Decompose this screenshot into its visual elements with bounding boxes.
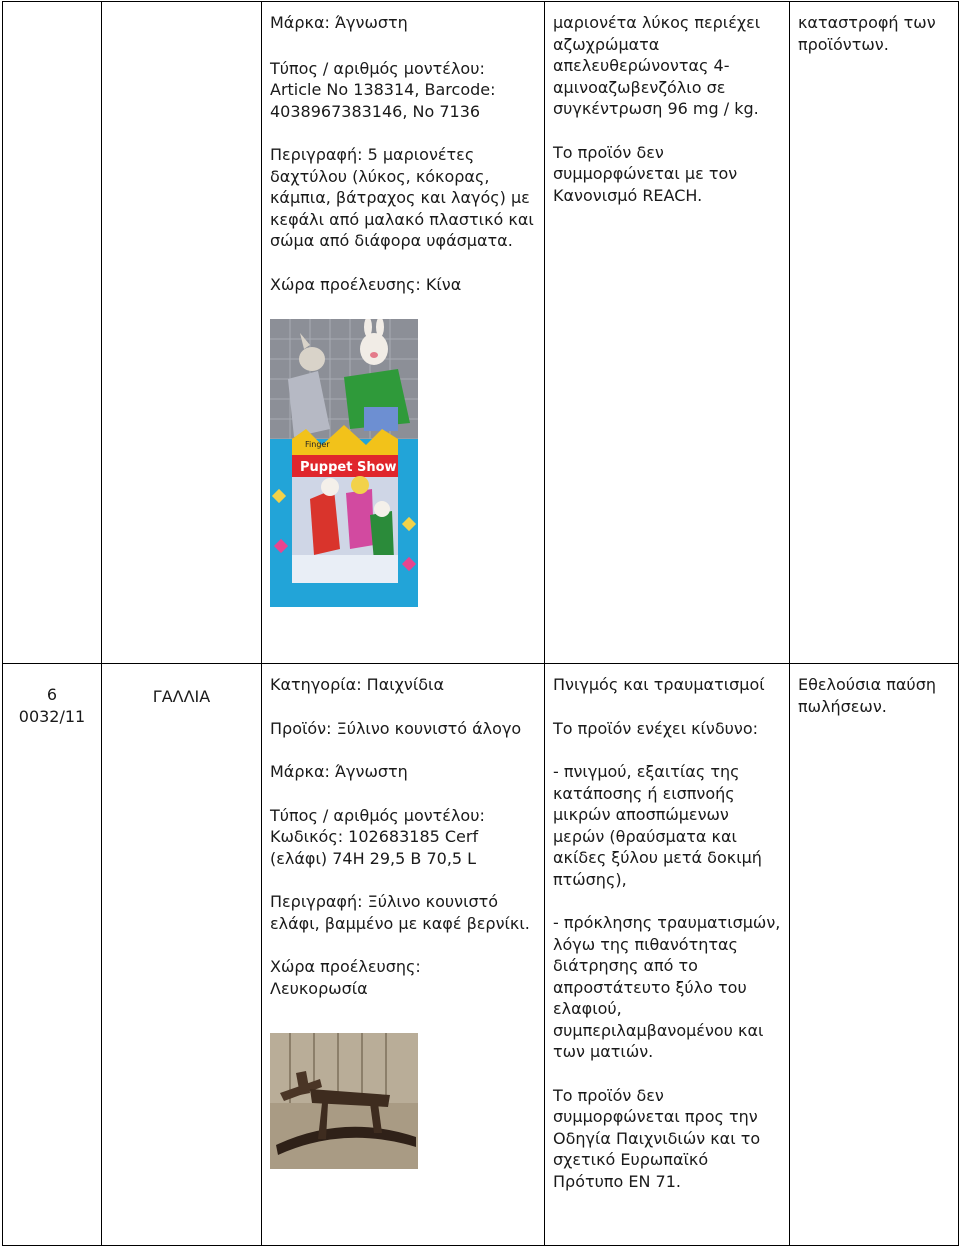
product-details-cell — [262, 2, 545, 664]
entry-number: 6 — [46, 685, 58, 704]
origin-value: Λευκορωσία — [270, 978, 368, 998]
product-text: Προϊόν: Ξύλινο κουνιστό άλογο — [270, 718, 522, 738]
model-value: Article No 138314, Barcode: 4038967383146, No 7136 — [270, 80, 496, 121]
package-logo: Finger — [305, 440, 330, 449]
measures-text: Εθελούσια παύση πωλήσεων. — [798, 675, 936, 716]
risk-item-injury: - πρόκλησης τραυματισμών, λόγω της πιθανότητας διάτρησης από το απροστάτευτο ξύλο του ελαφιού, συμπεριλαμβανομένου και των ματιών. — [553, 913, 781, 1061]
package-title: Puppet Show — [300, 460, 397, 475]
table-row-puppets — [3, 2, 959, 664]
brand-text: Μάρκα: Άγνωστη — [270, 13, 408, 32]
entry-reference: 0032/11 — [18, 706, 86, 726]
risk-text: μαριονέτα λύκος περιέχει αζωχρώματα απελευθερώνοντας 4-αμινοαζωβενζόλιο σε συγκέντρωση 96 mg / kg. — [553, 13, 761, 118]
model-value: Κωδικός: 102683185 Cerf (ελάφι) 74Η 29,5 Β 70,5 L — [270, 827, 479, 868]
risk-item-choking: - πνιγμού, εξαιτίας της κατάποσης ή εισπνοής μικρών αποσπώμενων μερών (θραύσματα και ακίδες ξύλου μετά δοκιμή πτώσης), — [553, 762, 762, 889]
risk-type-text: Πνιγμός και τραυματισμοί — [553, 675, 765, 694]
number-cell — [3, 664, 102, 1246]
description-text: Περιγραφή: 5 μαριονέτες δαχτύλου (λύκος, κόκορας, κάμπια, βάτραχος και λαγός) με κεφάλι από μαλακό πλαστικό και σώμα από διάφορα υφάσματα. — [270, 145, 534, 250]
number-cell — [3, 2, 102, 664]
rocking-deer-photo — [270, 1033, 418, 1169]
origin-text — [270, 956, 536, 999]
origin-label: Χώρα προέλευσης: — [270, 957, 421, 976]
country-cell — [102, 664, 262, 1246]
product-details-cell — [262, 664, 545, 1246]
measures-text: καταστροφή των προϊόντων. — [798, 13, 936, 54]
model-label: Τύπος / αριθμός μοντέλου: — [270, 805, 485, 825]
risk-cell — [545, 2, 790, 664]
model-label: Τύπος / αριθμός μοντέλου: — [270, 58, 485, 78]
compliance-text: Το προϊόν δεν συμμορφώνεται με τον Κανονισμό REACH. — [553, 142, 738, 205]
country-text: ΓΑΛΛΙΑ — [152, 687, 211, 706]
measures-table — [2, 1, 959, 1246]
country-cell — [102, 2, 262, 664]
measures-cell — [790, 664, 959, 1246]
risk-cell — [545, 664, 790, 1246]
model-text — [270, 805, 536, 870]
table-row-rocking-deer — [3, 664, 959, 1246]
puppets-photo — [270, 319, 418, 607]
category-text: Κατηγορία: Παιχνίδια — [270, 675, 444, 694]
model-text — [270, 58, 536, 123]
origin-text: Χώρα προέλευσης: Κίνα — [270, 274, 462, 294]
measures-cell — [790, 2, 959, 664]
compliance-text: Το προϊόν δεν συμμορφώνεται προς την Οδηγία Παιχνιδιών και το σχετικό Ευρωπαϊκό Πρότυπο EN 71. — [553, 1085, 761, 1191]
description-text: Περιγραφή: Ξύλινο κουνιστό ελάφι, βαμμένο με καφέ βερνίκι. — [270, 892, 530, 933]
risk-intro-text: Το προϊόν ενέχει κίνδυνο: — [553, 718, 759, 738]
brand-text: Μάρκα: Άγνωστη — [270, 762, 408, 781]
